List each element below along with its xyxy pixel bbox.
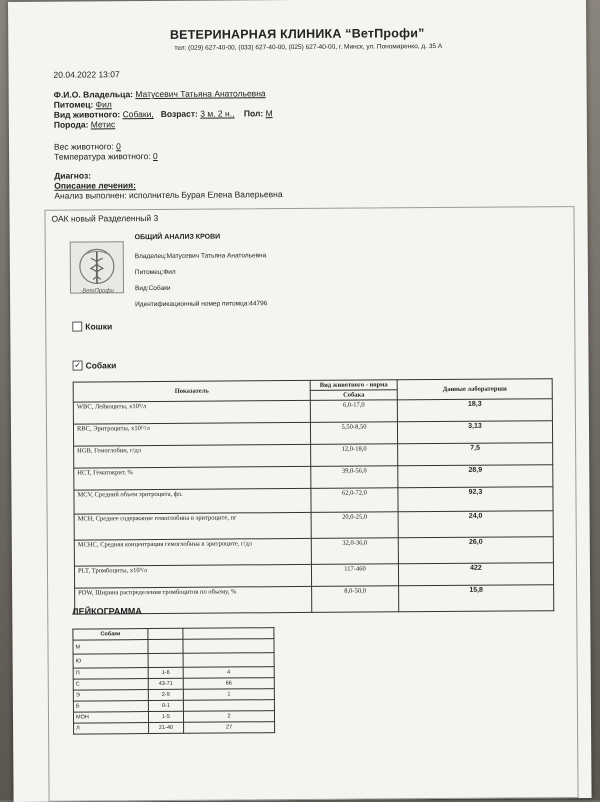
breed-line: [54, 119, 115, 129]
row-value: 92,3: [398, 487, 553, 512]
table-row: [75, 585, 554, 614]
row-name: Л: [74, 723, 149, 735]
row-value: 27: [184, 722, 275, 734]
row-name: PLT, Тромбоциты, х10⁹/л: [74, 564, 311, 588]
species-line: [54, 108, 273, 120]
treatment-label: Описание лечения:: [54, 180, 136, 191]
weight-value: 0: [116, 141, 121, 151]
age-value: 3 м. 2 н.,: [200, 108, 234, 118]
treatment-line: [54, 180, 136, 191]
row-value: 2: [183, 711, 274, 723]
analysis-title: ОАК новый Разделенный 3: [51, 213, 158, 224]
row-norm: 1-5: [148, 711, 183, 722]
species-label: Вид животного:: [54, 109, 120, 119]
caduceus-icon: [71, 242, 123, 292]
pet-label: Питомец:: [54, 99, 94, 109]
row-name: Б: [73, 701, 148, 713]
leukogram-title: ЛЕЙКОГРАММА: [72, 606, 142, 616]
row-name: Ю: [73, 654, 148, 669]
document-page: [8, 0, 592, 802]
cats-checkbox-label: Кошки: [85, 321, 112, 331]
form-owner: Владелец:Матусевич Татьяна Анатольевна: [135, 252, 267, 260]
row-norm: 39,0-56,0: [311, 466, 398, 489]
row-norm: 0-1: [148, 700, 183, 711]
diagnosis-label: Диагноз:: [54, 170, 91, 180]
blood-table: [73, 378, 555, 614]
row-name: С: [73, 679, 148, 691]
row-name: Э: [73, 690, 148, 702]
row-value: 26,0: [398, 537, 553, 564]
leukogram-header: Собаки: [73, 629, 148, 641]
row-norm: [148, 639, 183, 653]
row-value: [183, 653, 274, 668]
form-pet: Питомец:Фил: [135, 269, 176, 276]
table-row: [73, 639, 274, 654]
row-name: М: [73, 640, 148, 655]
row-norm: 43-71: [148, 678, 183, 689]
table-row: [74, 511, 553, 540]
row-value: 18,3: [397, 399, 552, 422]
sex-label: Пол:: [244, 108, 263, 118]
row-norm: 21-40: [149, 722, 184, 733]
age-label: Возраст:: [161, 109, 198, 119]
dogs-checkbox-label: Собаки: [86, 360, 117, 370]
logo-caption: ВетПрофи: [70, 288, 126, 294]
row-value: 15,8: [399, 585, 554, 612]
breed-label: Порода:: [54, 119, 89, 129]
row-value: 24,0: [398, 511, 553, 538]
row-value: [183, 639, 274, 654]
row-norm: 6,0-17,0: [310, 400, 397, 423]
row-value: 3,13: [397, 421, 552, 444]
row-value: 66: [183, 678, 274, 690]
clinic-title: ВЕТЕРИНАРНАЯ КЛИНИКА “ВетПрофи”: [8, 25, 586, 43]
row-value: 1: [183, 689, 274, 701]
clinic-contacts: тел: (029) 627-40-00, (033) 627-40-00, (025) 627-40-00, г. Минск, ул. Пономаренко, д. 35 А: [48, 42, 568, 53]
form-title: ОБЩИЙ АНАЛИЗ КРОВИ: [135, 234, 221, 242]
row-norm: 1-6: [148, 667, 183, 678]
row-name: MCHC, Средняя концентрация гемоглобина в эритроците, г/дл: [74, 538, 311, 566]
row-norm: 20,0-25,0: [311, 512, 398, 539]
col-norm-species: Собака: [310, 390, 397, 401]
row-value: 4: [183, 667, 274, 679]
check-mark-icon: ✓: [74, 361, 81, 370]
row-name: П: [73, 668, 148, 680]
col-norm: Вид животного - норма: [310, 380, 397, 391]
cats-checkbox[interactable]: [72, 322, 82, 332]
row-norm: 62,0-72,0: [311, 488, 398, 513]
row-name: RBC, Эритроциты, х10¹²/л: [73, 422, 310, 446]
owner-label: Ф.И.О. Владельца:: [54, 89, 133, 100]
diagnosis-line: [54, 170, 91, 180]
owner-value: Матусевич Татьяна Анатольевна: [135, 88, 265, 99]
weight-label: Вес животного:: [54, 141, 114, 151]
col-result: Данные лабораторши: [397, 379, 552, 400]
dogs-checkbox[interactable]: [73, 361, 83, 371]
sex-value: М: [266, 108, 273, 118]
row-name: WBC, Лейкоциты, х10⁹/л: [73, 400, 310, 424]
row-norm: 12,0-18,0: [311, 444, 398, 467]
row-value: 28,9: [398, 465, 553, 488]
row-value: 7,5: [398, 443, 553, 466]
row-name: HGB, Гемоглобин, г/дл: [74, 444, 311, 468]
row-name: PDW, Ширина распределения тромбоцитов по объему, %: [75, 586, 312, 614]
row-name: MCV, Средний объем эритроцита, фл.: [74, 488, 311, 514]
weight-line: [54, 141, 121, 151]
row-norm: 8,0-50,0: [312, 586, 399, 613]
temperature-label: Температура животного:: [54, 151, 151, 162]
table-row: [74, 537, 553, 566]
breed-value: Метис: [91, 119, 116, 129]
table-row: [74, 487, 553, 514]
pet-line: [54, 99, 112, 109]
row-name: MCH, Среднее содержание гемоглобина в эритроците, пг: [74, 512, 311, 540]
temperature-value: 0: [153, 151, 158, 161]
form-species: Вид:Собаки: [135, 285, 171, 292]
temperature-line: [54, 151, 158, 162]
form-pet-id: Идентификационный номер питомца:44796: [135, 300, 267, 308]
row-norm: 32,0-36,0: [311, 538, 398, 565]
table-row: [74, 722, 275, 734]
row-norm: 117-460: [311, 564, 398, 587]
row-norm: 5,50-8,50: [310, 422, 397, 445]
table-row: [73, 653, 274, 668]
clinic-logo: [70, 241, 124, 293]
row-norm: [148, 653, 183, 667]
row-value: 422: [398, 563, 553, 586]
row-value: [183, 700, 274, 712]
performer-line: Анализ выполнен: исполнитель Бурая Елена Валерьевна: [54, 189, 282, 201]
row-norm: 2-9: [148, 689, 183, 700]
pet-value: Фил: [96, 99, 112, 109]
report-date: 20.04.2022 13:07: [53, 69, 119, 79]
row-name: МОН: [73, 712, 148, 724]
row-name: HCT, Гематокрит, %: [74, 466, 311, 490]
owner-line: [54, 88, 266, 99]
col-indicator: Показатель: [73, 380, 310, 402]
species-value: Собаки,: [123, 109, 154, 119]
leukogram-table: [72, 627, 275, 734]
